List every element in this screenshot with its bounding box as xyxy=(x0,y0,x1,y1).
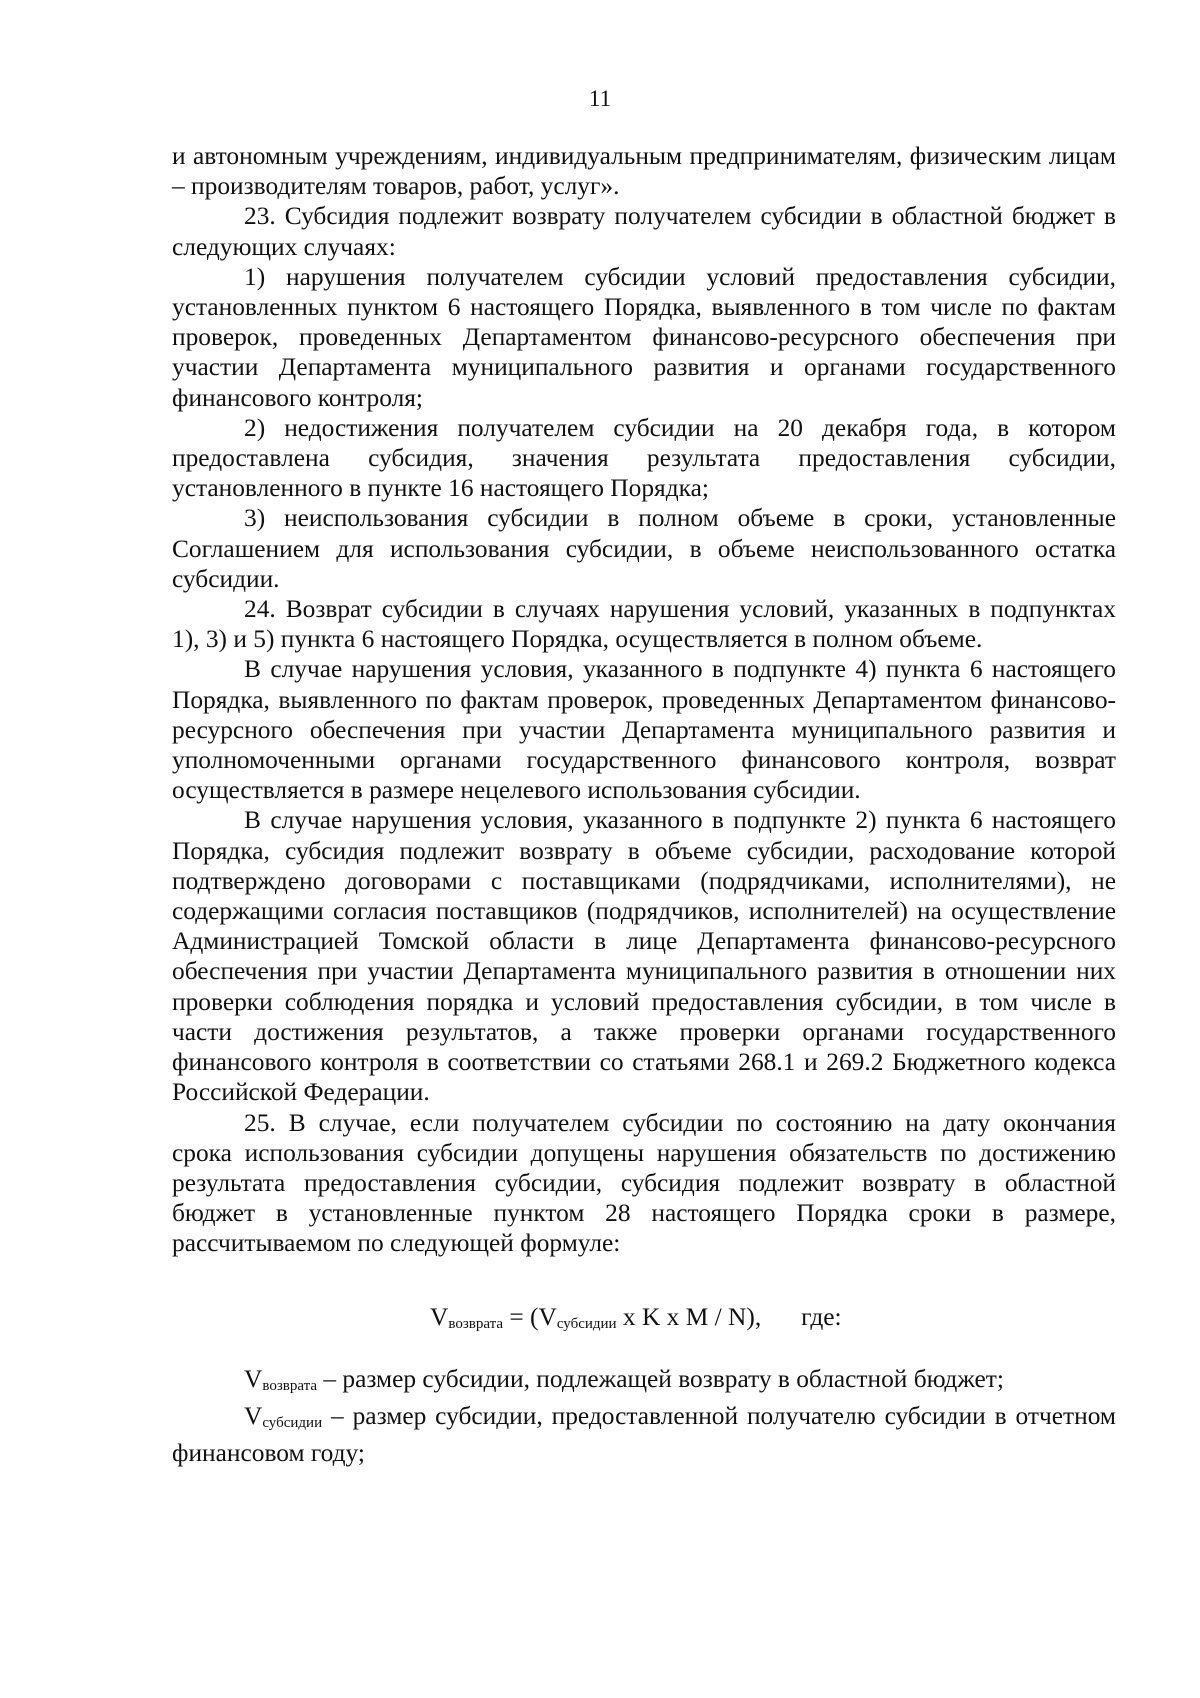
paragraph-4: 2) недостижения получателем субсидии на 20 декабря года, в котором предоставлена субсидия, значения результата предоставления субсидии, установленного в пункте 16 настоящего Порядка; xyxy=(172,413,1116,503)
paragraph-5: 3) неиспользования субсидии в полном объеме в сроки, установленные Соглашением для использования субсидии, в объеме неиспользованного остатка субсидии. xyxy=(172,504,1116,593)
formula-where: где: xyxy=(801,1302,842,1331)
formula-sub-subsidy: субсидии xyxy=(556,1315,617,1332)
definitions xyxy=(172,1364,1116,1469)
formula-rest: x K x M / N), xyxy=(616,1302,762,1331)
definition-symbol: V xyxy=(244,1364,263,1393)
definition-sub: субсидии xyxy=(262,1414,323,1431)
definition-sub: возврата xyxy=(262,1377,317,1394)
paragraph-2: 23. Субсидия подлежит возврату получателем субсидии в областной бюджет в следующих случаях: xyxy=(172,202,1116,261)
document-body xyxy=(172,141,1116,1468)
definition-v-subsidy xyxy=(172,1401,1116,1468)
paragraph-9: 25. В случае, если получателем субсидии по состоянию на дату окончания срока использования субсидии допущены нарушения обязательств по достижению результата предоставления субсидии, субсидия подлежит возврату в областной бюджет в установленные пунктом 28 настоящего Порядка сроки в размере, рассчитываемом по следующей формуле: xyxy=(172,1108,1116,1258)
paragraph-6: 24. Возврат субсидии в случаях нарушения условий, указанных в подпунктах 1), 3) и 5) пункта 6 настоящего Порядка, осуществляется в полном объеме. xyxy=(172,595,1116,654)
page-number: 11 xyxy=(588,86,612,111)
formula-equals: = (V xyxy=(503,1302,557,1331)
definition-v-return xyxy=(172,1364,1116,1401)
paragraph-7: В случае нарушения условия, указанного в подпункте 4) пункта 6 настоящего Порядка, выявленного по фактам проверок, проведенных Департаментом финансово-ресурсного обеспечения при участии Департамента муниципального развития и уполномоченными органами государственного финансового контроля, возврат осуществляется в размере нецелевого использования субсидии. xyxy=(172,655,1116,805)
definition-text: – размер субсидии, подлежащей возврату в областной бюджет; xyxy=(317,1364,1004,1393)
paragraph-1: и автономным учреждениям, индивидуальным предпринимателям, физическим лицам – производителям товаров, работ, услуг». xyxy=(172,142,1116,201)
formula xyxy=(172,1301,1116,1340)
definition-text: – размер субсидии, предоставленной получателю субсидии в отчетном финансовом году; xyxy=(172,1401,1116,1467)
formula-sub-return: возврата xyxy=(448,1315,503,1332)
formula-v: V xyxy=(430,1302,449,1331)
definition-symbol: V xyxy=(244,1401,263,1430)
paragraph-3: 1) нарушения получателем субсидии условий предоставления субсидии, установленных пунктом 6 настоящего Порядка, выявленного в том числе по фактам проверок, проведенных Департаментом финансово-ресурсного обеспечения при участии Департамента муниципального развития и органами государственного финансового контроля; xyxy=(172,262,1116,412)
paragraph-8: В случае нарушения условия, указанного в подпункте 2) пункта 6 настоящего Порядка, субсидия подлежит возврату в объеме субсидии, расходование которой подтверждено договорами с поставщиками (подрядчиками, исполнителями), не содержащими согласия поставщиков (подрядчиков, исполнителей) на осуществление Администрацией Томской области в лице Департамента финансово-ресурсного обеспечения при участии Департамента муниципального развития в отношении них проверки соблюдения порядка и условий предоставления субсидии, в том числе в части достижения результатов, а также проверки органами государственного финансового контроля в соответствии со статьями 268.1 и 269.2 Бюджетного кодекса Российской Федерации. xyxy=(172,806,1116,1107)
